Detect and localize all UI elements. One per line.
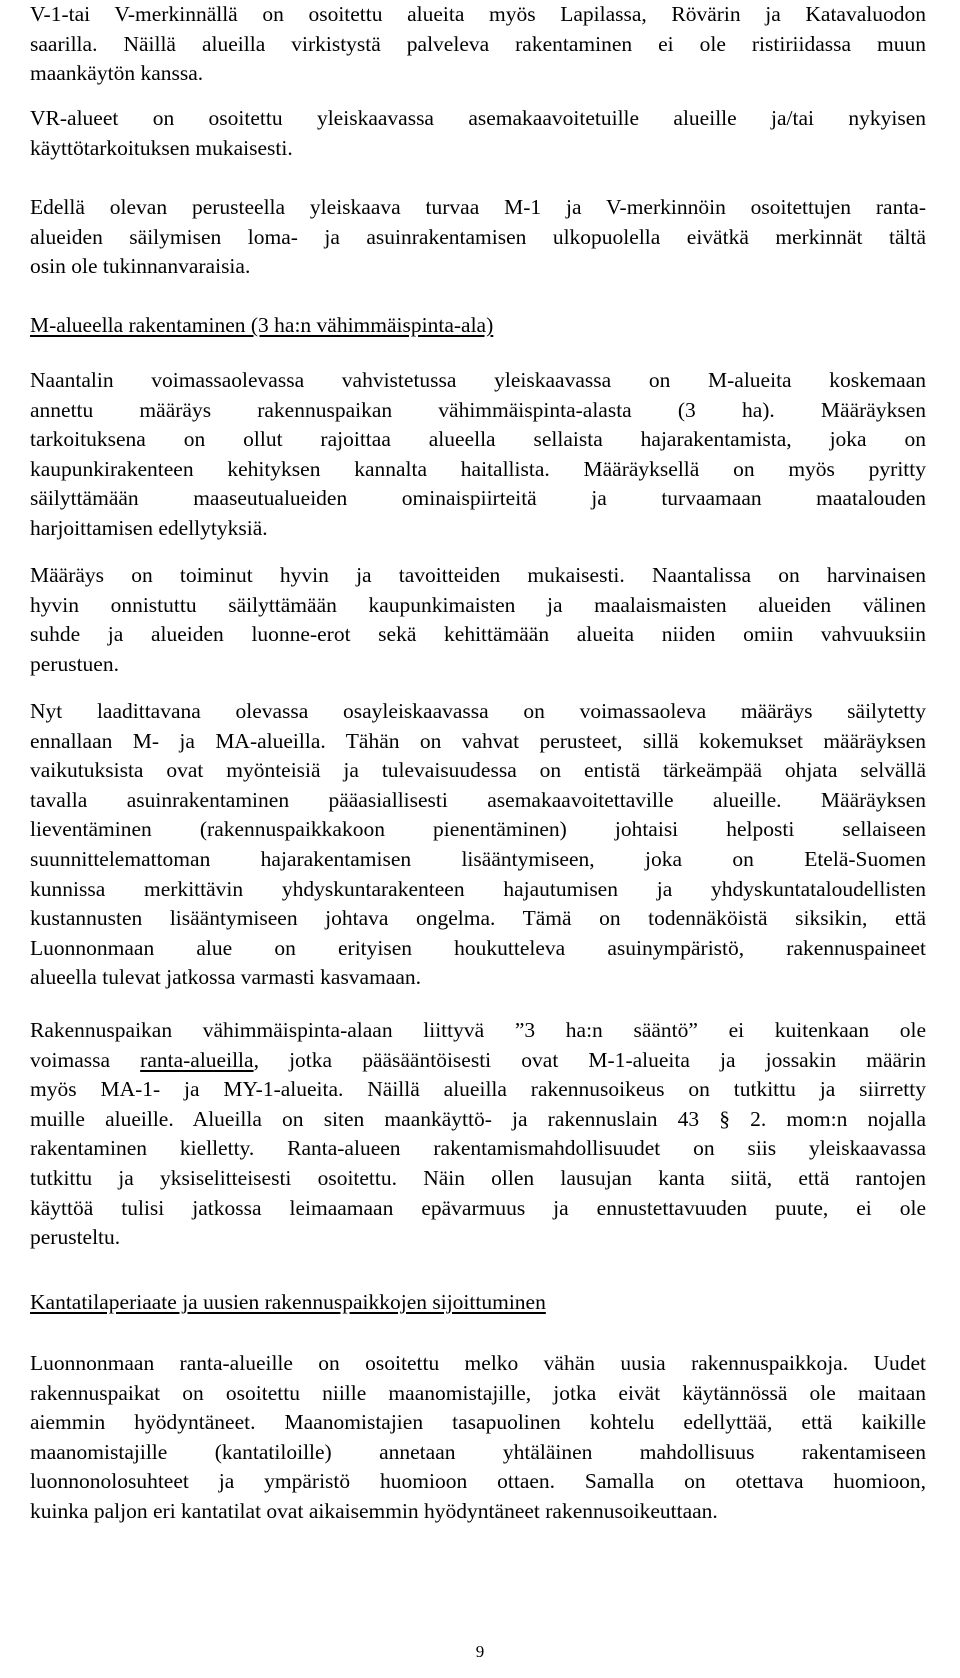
text-line: Naantalin voimassaolevassa vahvistetussa yleiskaavassa on M-alueita koskemaan (30, 368, 926, 392)
text-line: Nyt laadittavana olevassa osayleiskaavassa on voimassaoleva määräys säilytetty (30, 699, 926, 723)
text-line: kuinka paljon eri kantatilat ovat aikaisemmin hyödyntäneet rakennusoikeuttaan. (30, 1498, 718, 1523)
text-line: perusteltu. (30, 1225, 121, 1250)
text-line (30, 1046, 926, 1076)
text-line: kaupunkirakenteen kehityksen kannalta haitallista. Määräyksellä on myös pyritty (30, 456, 926, 481)
text-line: Edellä olevan perusteella yleiskaava turvaa M-1 ja V-merkinnöin osoitettujen ranta- (30, 195, 926, 219)
text-line: Luonnonmaan ranta-alueille on osoitettu melko vähän uusia rakennuspaikkoja. Uudet (30, 1351, 926, 1375)
text-line: maanomistajille (kantatiloille) annetaan yhtäläinen mahdollisuus rakentamiseen (30, 1439, 926, 1464)
text-line: myös MA-1- ja MY-1-alueita. Näillä alueilla rakennusoikeus on tutkittu ja siirretty (30, 1077, 926, 1102)
paragraph (30, 193, 926, 282)
text-line: Luonnonmaan alue on erityisen houkutteleva asuinympäristö, rakennuspaineet (30, 935, 926, 960)
text-line: muille alueille. Alueilla on siten maankäyttö- ja rakennuslain 43 § 2. mom:n nojalla (30, 1106, 926, 1131)
text-line: aiemmin hyödyntäneet. Maanomistajien tasapuolinen kohtelu edellyttää, että kaikille (30, 1410, 926, 1435)
text-line: Kantatilaperiaate ja uusien rakennuspaikkojen sijoittuminen (30, 1290, 546, 1314)
text-line: kunnissa merkittävin yhdyskuntarakenteen hajautumisen ja yhdyskuntataloudellisten (30, 876, 926, 901)
section-heading (30, 1288, 926, 1318)
paragraph (30, 1349, 926, 1527)
text-line: harjoittamisen edellytyksiä. (30, 515, 268, 540)
text-line: annettu määräys rakennuspaikan vähimmäispinta-alasta (3 ha). Määräyksen (30, 397, 926, 422)
text-line: rakentaminen kielletty. Ranta-alueen rakentamismahdollisuudet on siis yleiskaavassa (30, 1136, 926, 1161)
text-line: vaikutuksista ovat myönteisiä ja tulevaisuudessa on entistä tärkeämpää ohjata selvällä (30, 758, 926, 783)
text-line: alueella tulevat jatkossa varmasti kasvamaan. (30, 965, 422, 990)
text-segment: voimassa (30, 1047, 141, 1072)
text-line: kustannusten lisääntymiseen johtava ongelma. Tämä on todennäköistä siksikin, että (30, 906, 926, 931)
text-line: perustuen. (30, 651, 119, 676)
paragraph (30, 366, 926, 544)
text-line: ennallaan M- ja MA-alueilla. Tähän on vahvat perusteet, sillä kokemukset määräyksen (30, 728, 926, 753)
section-heading (30, 311, 926, 341)
text-line: käyttötarkoituksen mukaisesti. (30, 135, 293, 160)
text-line: Rakennuspaikan vähimmäispinta-alaan liittyvä ”3 ha:n sääntö” ei kuitenkaan ole (30, 1018, 926, 1042)
paragraph (30, 104, 926, 163)
text-line: osin ole tukinnanvaraisia. (30, 254, 251, 279)
text-line: tutkittu ja yksiselitteisesti osoitettu. Näin ollen lausujan kanta siitä, että rantojen (30, 1165, 926, 1190)
text-line: V-1-tai V-merkinnällä on osoitettu alueita myös Lapilassa, Rövärin ja Katavaluodon (30, 2, 926, 26)
paragraph (30, 697, 926, 993)
text-line: maankäytön kanssa. (30, 61, 204, 86)
text-line: Määräys on toiminut hyvin ja tavoitteiden mukaisesti. Naantalissa on harvinaisen (30, 563, 926, 587)
text-line: suhde ja alueiden luonne-erot sekä kehittämään alueita niiden omiin vahvuuksiin (30, 622, 926, 647)
text-line: saarilla. Näillä alueilla virkistystä palveleva rakentaminen ei ole ristiriidassa muun (30, 31, 926, 56)
text-line: tarkoituksena on ollut rajoittaa alueella sellaista hajarakentamista, joka on (30, 427, 926, 452)
text-segment: , jotka pääsääntöisesti ovat M-1-alueita ja jossakin määrin (253, 1047, 926, 1072)
text-line: suunnittelemattoman hajarakentamisen lisääntymiseen, joka on Etelä-Suomen (30, 846, 926, 871)
underlined-term: ranta-alueilla (140, 1047, 254, 1072)
text-line: käyttöä tulisi jatkossa leimaamaan epävarmuus ja ennustettavuuden puute, ei ole (30, 1195, 926, 1220)
text-line: rakennuspaikat on osoitettu niille maanomistajille, jotka eivät käytännössä ole maitaan (30, 1380, 926, 1405)
text-line: säilyttämään maaseutualueiden ominaispiirteitä ja turvaamaan maatalouden (30, 486, 926, 511)
text-line: lieventäminen (rakennuspaikkakoon pienentäminen) johtaisi helposti sellaiseen (30, 817, 926, 842)
paragraph (30, 561, 926, 679)
text-line: alueiden säilymisen loma- ja asuinrakentamisen ulkopuolella eivätkä merkinnät tältä (30, 224, 926, 249)
text-line: M-alueella rakentaminen (3 ha:n vähimmäispinta-ala) (30, 313, 494, 337)
text-line: luonnonolosuhteet ja ympäristö huomioon ottaen. Samalla on otettava huomioon, (30, 1469, 926, 1494)
text-line: hyvin onnistuttu säilyttämään kaupunkimaisten ja maalaismaisten alueiden välinen (30, 592, 926, 617)
paragraph (30, 1016, 926, 1253)
text-line: VR-alueet on osoitettu yleiskaavassa asemakaavoitetuille alueille ja/tai nykyisen (30, 106, 926, 130)
page-number: 9 (475, 1642, 485, 1661)
text-line: tavalla asuinrakentaminen pääasiallisesti asemakaavoitettaville alueille. Määräyksen (30, 787, 926, 812)
paragraph (30, 0, 926, 89)
